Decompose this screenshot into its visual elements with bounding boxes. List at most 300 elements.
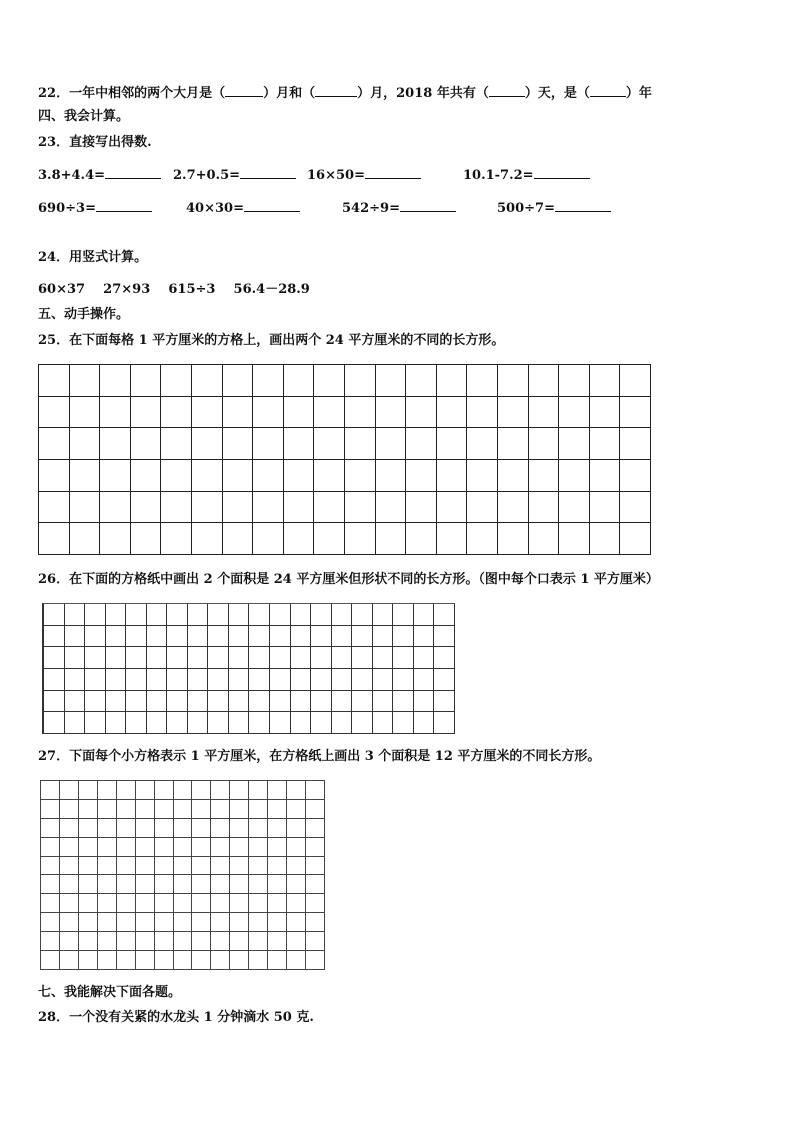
grid-cell[interactable] [60, 838, 79, 857]
grid-cell[interactable] [161, 428, 192, 460]
grid-cell[interactable] [39, 365, 70, 397]
grid-cell[interactable] [106, 712, 127, 734]
answer-blank[interactable] [400, 197, 456, 212]
grid-cell[interactable] [192, 397, 223, 429]
grid-cell[interactable] [70, 428, 101, 460]
grid-cell[interactable] [249, 712, 270, 734]
grid-cell[interactable] [65, 626, 86, 648]
grid-cell[interactable] [136, 894, 155, 913]
grid-cell[interactable] [192, 932, 211, 951]
grid-cell[interactable] [100, 460, 131, 492]
grid-cell[interactable] [498, 397, 529, 429]
grid-cell[interactable] [223, 523, 254, 555]
grid-cell[interactable] [155, 894, 174, 913]
grid-cell[interactable] [268, 819, 287, 838]
grid-cell[interactable] [223, 428, 254, 460]
grid-cell[interactable] [136, 932, 155, 951]
grid-cell[interactable] [44, 626, 65, 648]
grid-cell[interactable] [406, 365, 437, 397]
grid-cell[interactable] [437, 365, 468, 397]
grid-cell[interactable] [126, 669, 147, 691]
grid-cell[interactable] [131, 523, 162, 555]
grid-cell[interactable] [467, 365, 498, 397]
grid-cell[interactable] [287, 951, 306, 970]
grid-cell[interactable] [306, 819, 325, 838]
grid-cell[interactable] [332, 626, 353, 648]
grid-cell[interactable] [345, 523, 376, 555]
grid-cell[interactable] [192, 838, 211, 857]
grid-cell[interactable] [529, 492, 560, 524]
grid-cell[interactable] [373, 604, 394, 626]
grid-cell[interactable] [136, 913, 155, 932]
grid-cell[interactable] [352, 669, 373, 691]
grid-cell[interactable] [414, 626, 435, 648]
grid-cell[interactable] [188, 604, 209, 626]
grid-cell[interactable] [590, 428, 621, 460]
grid-cell[interactable] [393, 647, 414, 669]
grid-cell[interactable] [373, 647, 394, 669]
grid-cell[interactable] [414, 691, 435, 713]
grid-cell[interactable] [117, 781, 136, 800]
grid-cell[interactable] [620, 428, 651, 460]
grid-cell[interactable] [268, 800, 287, 819]
grid-cell[interactable] [268, 951, 287, 970]
grid-cell[interactable] [208, 604, 229, 626]
grid-cell[interactable] [41, 932, 60, 951]
grid-cell[interactable] [393, 691, 414, 713]
grid-cell[interactable] [376, 523, 407, 555]
grid-cell[interactable] [249, 669, 270, 691]
grid-cell[interactable] [147, 647, 168, 669]
grid-cell[interactable] [117, 932, 136, 951]
grid-cell[interactable] [167, 669, 188, 691]
grid-cell[interactable] [70, 365, 101, 397]
grid-cell[interactable] [126, 626, 147, 648]
grid-cell[interactable] [174, 800, 193, 819]
grid-cell[interactable] [192, 951, 211, 970]
grid-cell[interactable] [98, 875, 117, 894]
grid-cell[interactable] [106, 669, 127, 691]
grid-cell[interactable] [345, 397, 376, 429]
grid-cell[interactable] [437, 460, 468, 492]
grid-cell[interactable] [393, 669, 414, 691]
grid-cell[interactable] [39, 397, 70, 429]
grid-cell[interactable] [211, 819, 230, 838]
grid-cell[interactable] [437, 492, 468, 524]
grid-cell[interactable] [230, 819, 249, 838]
grid-cell[interactable] [98, 857, 117, 876]
grid-cell[interactable] [79, 913, 98, 932]
grid-cell[interactable] [126, 647, 147, 669]
grid-cell[interactable] [414, 647, 435, 669]
grid-cell[interactable] [291, 647, 312, 669]
grid-cell[interactable] [314, 460, 345, 492]
grid-cell[interactable] [39, 428, 70, 460]
grid-cell[interactable] [85, 691, 106, 713]
grid-cell[interactable] [406, 492, 437, 524]
grid-cell[interactable] [249, 819, 268, 838]
grid-cell[interactable] [306, 857, 325, 876]
grid-cell[interactable] [136, 838, 155, 857]
q22-blank-1[interactable] [225, 82, 263, 97]
grid-cell[interactable] [253, 523, 284, 555]
grid-cell[interactable] [223, 397, 254, 429]
grid-cell[interactable] [211, 913, 230, 932]
grid-cell[interactable] [287, 932, 306, 951]
grid-cell[interactable] [211, 781, 230, 800]
grid-cell[interactable] [85, 712, 106, 734]
grid-cell[interactable] [161, 523, 192, 555]
grid-cell[interactable] [345, 460, 376, 492]
grid-cell[interactable] [136, 857, 155, 876]
grid-cell[interactable] [155, 800, 174, 819]
grid-cell[interactable] [208, 647, 229, 669]
grid-cell[interactable] [65, 647, 86, 669]
grid-cell[interactable] [529, 397, 560, 429]
grid-cell[interactable] [136, 875, 155, 894]
grid-cell[interactable] [287, 800, 306, 819]
grid-cell[interactable] [268, 894, 287, 913]
grid-cell[interactable] [529, 365, 560, 397]
grid-cell[interactable] [60, 857, 79, 876]
grid-cell[interactable] [314, 365, 345, 397]
grid-cell[interactable] [230, 800, 249, 819]
grid-cell[interactable] [529, 523, 560, 555]
grid-cell[interactable] [306, 800, 325, 819]
grid-cell[interactable] [434, 669, 455, 691]
grid-cell[interactable] [174, 913, 193, 932]
grid-cell[interactable] [406, 523, 437, 555]
grid-cell[interactable] [192, 781, 211, 800]
grid-cell[interactable] [39, 523, 70, 555]
grid-cell[interactable] [284, 397, 315, 429]
grid-cell[interactable] [230, 875, 249, 894]
grid-cell[interactable] [192, 913, 211, 932]
grid-cell[interactable] [306, 913, 325, 932]
grid-cell[interactable] [161, 460, 192, 492]
grid-cell[interactable] [174, 875, 193, 894]
grid-cell[interactable] [249, 604, 270, 626]
grid-cell[interactable] [306, 932, 325, 951]
grid-cell[interactable] [345, 492, 376, 524]
grid-cell[interactable] [155, 913, 174, 932]
grid-cell[interactable] [192, 800, 211, 819]
grid-cell[interactable] [60, 819, 79, 838]
grid-cell[interactable] [393, 604, 414, 626]
grid-cell[interactable] [79, 932, 98, 951]
grid-cell[interactable] [253, 492, 284, 524]
grid-cell[interactable] [284, 460, 315, 492]
grid-cell[interactable] [559, 428, 590, 460]
grid-cell[interactable] [117, 913, 136, 932]
grid-cell[interactable] [98, 932, 117, 951]
grid-cell[interactable] [306, 781, 325, 800]
grid-cell[interactable] [79, 838, 98, 857]
grid-cell[interactable] [590, 365, 621, 397]
grid-cell[interactable] [117, 800, 136, 819]
grid-cell[interactable] [174, 838, 193, 857]
grid-cell[interactable] [529, 460, 560, 492]
grid-cell[interactable] [249, 894, 268, 913]
grid-cell[interactable] [131, 492, 162, 524]
answer-blank[interactable] [105, 164, 161, 179]
grid-cell[interactable] [253, 397, 284, 429]
q22-blank-3[interactable] [489, 82, 525, 97]
grid-cell[interactable] [376, 397, 407, 429]
grid-cell[interactable] [620, 397, 651, 429]
grid-cell[interactable] [291, 626, 312, 648]
grid-cell[interactable] [437, 397, 468, 429]
grid-cell[interactable] [192, 428, 223, 460]
grid-cell[interactable] [270, 604, 291, 626]
grid-cell[interactable] [590, 460, 621, 492]
grid-cell[interactable] [155, 781, 174, 800]
grid-cell[interactable] [85, 604, 106, 626]
grid-cell[interactable] [174, 781, 193, 800]
grid-cell[interactable] [136, 951, 155, 970]
grid-cell[interactable] [291, 669, 312, 691]
grid-cell[interactable] [311, 626, 332, 648]
grid-cell[interactable] [211, 894, 230, 913]
grid-cell[interactable] [376, 460, 407, 492]
grid-cell[interactable] [161, 365, 192, 397]
grid-cell[interactable] [41, 951, 60, 970]
grid-cell[interactable] [559, 492, 590, 524]
grid-cell[interactable] [41, 857, 60, 876]
grid-cell[interactable] [352, 712, 373, 734]
grid-cell[interactable] [126, 604, 147, 626]
grid-cell[interactable] [98, 951, 117, 970]
grid-cell[interactable] [230, 857, 249, 876]
grid-cell[interactable] [192, 460, 223, 492]
grid-cell[interactable] [284, 492, 315, 524]
grid-cell[interactable] [211, 800, 230, 819]
grid-cell[interactable] [249, 875, 268, 894]
grid-cell[interactable] [311, 647, 332, 669]
grid-cell[interactable] [85, 669, 106, 691]
grid-cell[interactable] [98, 819, 117, 838]
grid-cell[interactable] [131, 397, 162, 429]
grid-cell[interactable] [249, 691, 270, 713]
grid-cell[interactable] [161, 492, 192, 524]
grid-cell[interactable] [393, 626, 414, 648]
grid-cell[interactable] [373, 669, 394, 691]
grid-cell[interactable] [291, 712, 312, 734]
grid-cell[interactable] [287, 781, 306, 800]
grid-cell[interactable] [44, 669, 65, 691]
grid-cell[interactable] [620, 365, 651, 397]
grid-cell[interactable] [41, 875, 60, 894]
grid-cell[interactable] [230, 781, 249, 800]
grid-cell[interactable] [41, 894, 60, 913]
grid-cell[interactable] [306, 875, 325, 894]
grid-cell[interactable] [100, 523, 131, 555]
grid-cell[interactable] [41, 913, 60, 932]
grid-cell[interactable] [437, 523, 468, 555]
answer-blank[interactable] [555, 197, 611, 212]
grid-cell[interactable] [211, 838, 230, 857]
grid-cell[interactable] [291, 691, 312, 713]
grid-cell[interactable] [65, 691, 86, 713]
grid-cell[interactable] [268, 875, 287, 894]
grid-cell[interactable] [117, 857, 136, 876]
grid-cell[interactable] [167, 712, 188, 734]
grid-cell[interactable] [287, 894, 306, 913]
grid-cell[interactable] [268, 857, 287, 876]
grid-cell[interactable] [345, 365, 376, 397]
grid-cell[interactable] [208, 712, 229, 734]
grid-cell[interactable] [253, 460, 284, 492]
grid-cell[interactable] [208, 626, 229, 648]
grid-cell[interactable] [270, 669, 291, 691]
grid-cell[interactable] [155, 857, 174, 876]
grid-cell[interactable] [79, 951, 98, 970]
grid-cell[interactable] [98, 838, 117, 857]
grid-cell[interactable] [79, 800, 98, 819]
grid-cell[interactable] [249, 626, 270, 648]
grid-cell[interactable] [192, 523, 223, 555]
grid-cell[interactable] [100, 397, 131, 429]
grid-cell[interactable] [188, 691, 209, 713]
answer-blank[interactable] [96, 197, 152, 212]
grid-cell[interactable] [434, 647, 455, 669]
grid-cell[interactable] [60, 932, 79, 951]
grid-cell[interactable] [41, 819, 60, 838]
grid-cell[interactable] [41, 781, 60, 800]
grid-cell[interactable] [270, 691, 291, 713]
grid-cell[interactable] [314, 492, 345, 524]
grid-cell[interactable] [106, 604, 127, 626]
grid-cell[interactable] [79, 781, 98, 800]
grid-cell[interactable] [559, 365, 590, 397]
grid-cell[interactable] [311, 691, 332, 713]
grid-cell[interactable] [60, 875, 79, 894]
grid-cell[interactable] [100, 428, 131, 460]
grid-cell[interactable] [211, 875, 230, 894]
grid-cell[interactable] [41, 800, 60, 819]
grid-cell[interactable] [287, 913, 306, 932]
grid-cell[interactable] [155, 951, 174, 970]
grid-cell[interactable] [192, 857, 211, 876]
grid-cell[interactable] [414, 604, 435, 626]
grid-cell[interactable] [345, 428, 376, 460]
grid-cell[interactable] [106, 626, 127, 648]
grid-cell[interactable] [314, 428, 345, 460]
answer-blank[interactable] [534, 164, 590, 179]
grid-cell[interactable] [352, 647, 373, 669]
grid-cell[interactable] [249, 781, 268, 800]
grid-cell[interactable] [249, 932, 268, 951]
grid-cell[interactable] [126, 712, 147, 734]
grid-cell[interactable] [498, 428, 529, 460]
grid-cell[interactable] [373, 691, 394, 713]
grid-cell[interactable] [311, 669, 332, 691]
grid-cell[interactable] [467, 460, 498, 492]
grid-cell[interactable] [79, 819, 98, 838]
grid-cell[interactable] [192, 492, 223, 524]
grid-cell[interactable] [249, 838, 268, 857]
grid-cell[interactable] [332, 669, 353, 691]
grid-cell[interactable] [268, 781, 287, 800]
grid-cell[interactable] [98, 913, 117, 932]
grid-cell[interactable] [98, 894, 117, 913]
grid-cell[interactable] [106, 691, 127, 713]
grid-cell[interactable] [117, 838, 136, 857]
grid-cell[interactable] [147, 712, 168, 734]
grid-cell[interactable] [167, 626, 188, 648]
grid-cell[interactable] [230, 913, 249, 932]
grid-cell[interactable] [192, 894, 211, 913]
grid-cell[interactable] [306, 951, 325, 970]
grid-cell[interactable] [117, 875, 136, 894]
grid-cell[interactable] [590, 397, 621, 429]
grid-cell[interactable] [147, 669, 168, 691]
grid-cell[interactable] [311, 712, 332, 734]
grid-cell[interactable] [70, 523, 101, 555]
grid-cell[interactable] [100, 492, 131, 524]
grid-cell[interactable] [284, 428, 315, 460]
grid-cell[interactable] [314, 523, 345, 555]
grid-cell[interactable] [161, 397, 192, 429]
grid-cell[interactable] [376, 492, 407, 524]
grid-cell[interactable] [373, 712, 394, 734]
grid-cell[interactable] [223, 460, 254, 492]
grid-cell[interactable] [230, 838, 249, 857]
grid-cell[interactable] [559, 523, 590, 555]
grid-cell[interactable] [406, 397, 437, 429]
grid-cell[interactable] [373, 626, 394, 648]
grid-cell[interactable] [208, 691, 229, 713]
grid-cell[interactable] [174, 951, 193, 970]
grid-cell[interactable] [106, 647, 127, 669]
grid-cell[interactable] [188, 712, 209, 734]
grid-cell[interactable] [70, 460, 101, 492]
grid-cell[interactable] [188, 647, 209, 669]
grid-cell[interactable] [192, 365, 223, 397]
grid-cell[interactable] [287, 875, 306, 894]
answer-blank[interactable] [365, 164, 421, 179]
grid-cell[interactable] [270, 626, 291, 648]
grid-cell[interactable] [223, 365, 254, 397]
grid-cell[interactable] [131, 365, 162, 397]
grid-cell[interactable] [44, 604, 65, 626]
grid-cell[interactable] [147, 604, 168, 626]
grid-cell[interactable] [249, 951, 268, 970]
grid-cell[interactable] [437, 428, 468, 460]
grid-cell[interactable] [65, 712, 86, 734]
grid-cell[interactable] [167, 604, 188, 626]
grid-cell[interactable] [98, 781, 117, 800]
grid-cell[interactable] [211, 951, 230, 970]
grid-cell[interactable] [230, 894, 249, 913]
grid-cell[interactable] [590, 492, 621, 524]
q22-blank-4[interactable] [590, 82, 626, 97]
grid-cell[interactable] [174, 819, 193, 838]
grid-cell[interactable] [230, 932, 249, 951]
grid-cell[interactable] [414, 712, 435, 734]
grid-cell[interactable] [117, 894, 136, 913]
grid-cell[interactable] [117, 819, 136, 838]
grid-cell[interactable] [79, 857, 98, 876]
grid-cell[interactable] [590, 523, 621, 555]
grid-cell[interactable] [529, 428, 560, 460]
grid-cell[interactable] [174, 932, 193, 951]
grid-cell[interactable] [287, 857, 306, 876]
grid-cell[interactable] [136, 819, 155, 838]
grid-cell[interactable] [155, 875, 174, 894]
grid-cell[interactable] [39, 492, 70, 524]
grid-cell[interactable] [620, 492, 651, 524]
